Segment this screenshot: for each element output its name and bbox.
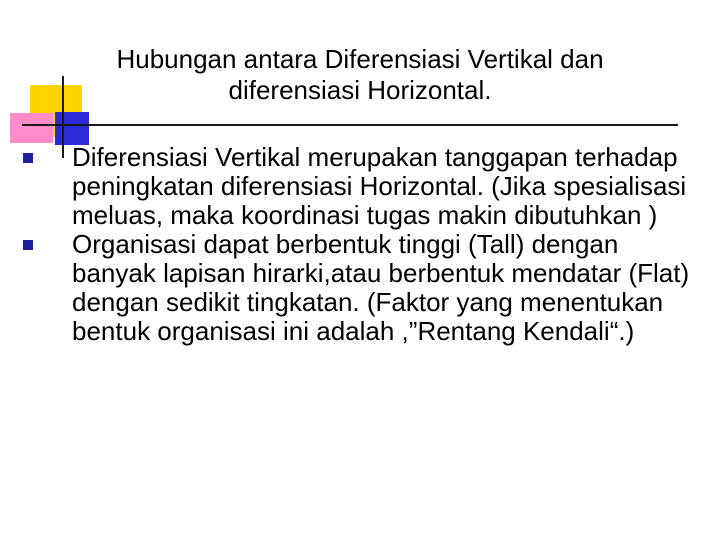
decorative-pink-square — [10, 113, 53, 143]
decorative-blue-square — [55, 112, 89, 145]
bullet-list — [22, 143, 702, 346]
bullet-text: Diferensiasi Vertikal merupakan tanggapan terhadap peningkatan diferensiasi Horizontal. (Jika spesialisasi meluas, maka koordinasi tugas makin dibutuhkan ) — [72, 142, 687, 230]
decorative-horizontal-rule — [22, 124, 678, 126]
slide-title — [30, 44, 690, 106]
square-bullet-icon — [23, 240, 33, 250]
bullet-item — [22, 230, 702, 346]
slide-title-line-1: Hubungan antara Diferensiasi Vertikal dan — [116, 44, 604, 74]
square-bullet-icon — [23, 153, 33, 163]
slide-title-line-2: diferensiasi Horizontal. — [228, 75, 492, 105]
bullet-item — [22, 143, 702, 230]
bullet-text: Organisasi dapat berbentuk tinggi (Tall) dengan banyak lapisan hirarki,atau berbentuk mendatar (Flat) dengan sedikit tingkatan. (Faktor yang menentukan bentuk organisasi ini adalah ,”Rentang Kendali“.) — [72, 229, 690, 346]
